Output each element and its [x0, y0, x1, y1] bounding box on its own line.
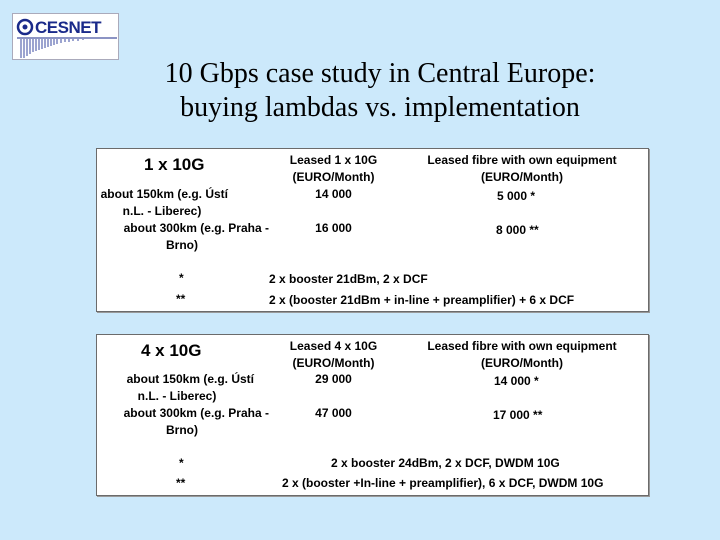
- note-1-text: 2 x booster 21dBm, 2 x DCF: [269, 272, 428, 286]
- col-leased-header: [267, 153, 400, 184]
- logo-text: CESNET: [35, 18, 101, 37]
- col-leased-header-line1: Leased 4 x 10G: [289, 339, 378, 353]
- table-4x10g: [96, 334, 649, 496]
- row-150km-label-1: about 150km (e.g. Ústí: [100, 187, 228, 201]
- title-line-2: buying lambdas vs. implementation: [180, 92, 580, 123]
- note-1-mark: *: [179, 456, 184, 470]
- col-fibre-header-line2: (EURO/Month): [481, 356, 563, 370]
- table-1x10g: [96, 148, 649, 312]
- col-leased-header-line2: (EURO/Month): [292, 356, 375, 370]
- row-300km-fibre: 17 000 **: [493, 408, 543, 422]
- row-300km-label-1: about 300km (e.g. Praha -: [123, 406, 269, 420]
- note-1-mark: *: [179, 271, 184, 285]
- title-line-1: 10 Gbps case study in Central Europe:: [164, 58, 596, 89]
- row-300km-leased: 47 000: [315, 406, 352, 420]
- note-1-text: 2 x booster 24dBm, 2 x DCF, DWDM 10G: [331, 456, 560, 470]
- row-150km-label-1: about 150km (e.g. Ústí: [126, 372, 254, 386]
- cesnet-logo: [12, 13, 119, 60]
- table-heading: 1 x 10G: [144, 155, 205, 174]
- note-2-text: 2 x (booster +In-line + preamplifier), 6 x DCF, DWDM 10G: [282, 476, 604, 490]
- col-leased-header: [267, 339, 400, 370]
- row-150km-fibre: 5 000 *: [497, 189, 536, 203]
- row-300km-fibre: 8 000 **: [496, 223, 539, 237]
- row-300km-leased: 16 000: [315, 221, 352, 235]
- col-fibre-header: [402, 153, 642, 184]
- col-fibre-header-line2: (EURO/Month): [481, 170, 563, 184]
- slide-title: [110, 57, 650, 125]
- col-leased-header-line2: (EURO/Month): [292, 170, 375, 184]
- row-150km-label-2: n.L. - Liberec): [137, 389, 217, 403]
- row-300km-label-2: Brno): [166, 238, 198, 252]
- row-150km-leased: 14 000: [315, 187, 352, 201]
- note-2-text: 2 x (booster 21dBm + in-line + preamplifier) + 6 x DCF: [269, 293, 575, 307]
- note-2-mark: **: [176, 476, 186, 490]
- table-heading: 4 x 10G: [141, 341, 202, 360]
- col-leased-header-line1: Leased 1 x 10G: [289, 153, 378, 167]
- row-150km-label-2: n.L. - Liberec): [122, 204, 202, 218]
- row-150km-leased: 29 000: [315, 372, 352, 386]
- col-fibre-header-line1: Leased fibre with own equipment: [427, 153, 617, 167]
- col-fibre-header-line1: Leased fibre with own equipment: [427, 339, 617, 353]
- row-300km-label-1: about 300km (e.g. Praha -: [123, 221, 269, 235]
- note-2-mark: **: [176, 292, 186, 306]
- row-300km-label-2: Brno): [166, 423, 198, 437]
- col-fibre-header: [402, 339, 642, 370]
- row-150km-fibre: 14 000 *: [494, 374, 539, 388]
